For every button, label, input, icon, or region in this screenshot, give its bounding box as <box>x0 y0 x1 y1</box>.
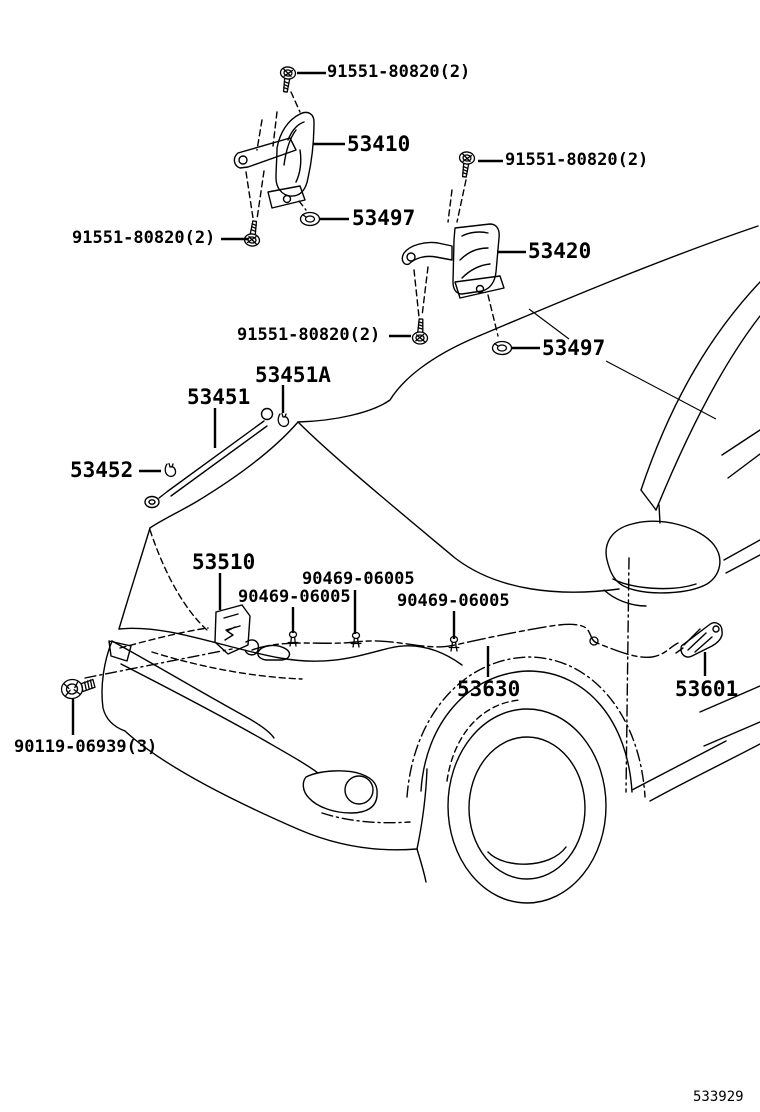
tire <box>448 709 606 903</box>
rocker-line-1 <box>632 741 726 790</box>
rod-holder-icon <box>165 464 175 477</box>
door-mirror <box>606 521 720 593</box>
rod-hook <box>262 409 273 420</box>
grommet-icon <box>493 342 512 355</box>
grille-line <box>152 652 302 679</box>
screw-icon <box>457 151 475 178</box>
grommet-icon <box>301 213 320 226</box>
a-pillar-base <box>641 490 656 510</box>
screw-icon <box>278 66 296 93</box>
part-number-label: 53451A <box>255 363 331 387</box>
mirror-stalk-1 <box>724 540 760 560</box>
part-number-label: 53497 <box>352 206 416 230</box>
screw-icon <box>412 319 428 345</box>
part-number-label: 90469-06005 <box>302 569 415 589</box>
bumper-left-edge <box>102 641 125 731</box>
part-number-label: 53451 <box>187 385 251 409</box>
bumper-under-fog-line <box>322 813 410 823</box>
hood-lock-cable-drawing <box>252 624 678 657</box>
part-number-label: 91551-80820(2) <box>327 62 471 82</box>
bolt-icon <box>60 676 96 699</box>
window-sill-line-1 <box>722 430 760 455</box>
windshield-cowl-line <box>298 422 619 592</box>
fog-lamp <box>345 776 373 804</box>
part-number-label: 53452 <box>70 458 134 482</box>
clip-icon <box>351 633 361 648</box>
screw-icon <box>244 220 262 247</box>
part-number-label: 53510 <box>192 550 256 574</box>
bumper-upper-line <box>112 641 274 738</box>
part-number-label: 53410 <box>347 132 411 156</box>
belt-line-2 <box>704 722 760 746</box>
corner-lamp <box>109 641 131 661</box>
bumper-bottom-corner <box>417 849 426 882</box>
wheel-arch-flare <box>407 657 645 797</box>
hood-rear-edge <box>150 422 298 528</box>
hood-front-edge <box>119 628 462 665</box>
wheel-rim-arc <box>488 847 566 864</box>
rod-clamp-icon <box>278 414 288 427</box>
hood-support-rod-drawing <box>145 409 273 508</box>
part-number-label: 90469-06005 <box>397 591 510 611</box>
a-pillar-outer <box>641 282 760 490</box>
mirror-mount-line <box>659 505 660 523</box>
part-number-label: 53497 <box>542 336 606 360</box>
mirror-stalk-2 <box>726 555 760 573</box>
part-number-label: 90469-06005 <box>238 587 351 607</box>
hood-inner-line <box>150 530 207 630</box>
hood-hinge-rh-drawing <box>234 92 314 219</box>
window-sill-line-2 <box>728 454 760 478</box>
mirror-sail-line <box>604 590 646 606</box>
rod-grommet <box>145 497 159 508</box>
hood-lock-drawing <box>120 605 289 660</box>
part-number-label: 91551-80820(2) <box>237 325 381 345</box>
figure-number: 533929 <box>693 1089 744 1105</box>
hood-hinge-lh-drawing <box>402 180 504 336</box>
front-fender-edge <box>119 528 150 629</box>
part-number-label: 53601 <box>675 677 739 701</box>
part-number-label: 91551-80820(2) <box>72 228 216 248</box>
part-number-label: 53420 <box>528 239 592 263</box>
part-number-label: 91551-80820(2) <box>505 150 649 170</box>
part-number-label: 53630 <box>457 677 521 701</box>
release-lever-drawing <box>676 623 722 657</box>
wheel-rim <box>469 737 585 879</box>
part-number-label: 90119-06939(3) <box>14 737 158 757</box>
